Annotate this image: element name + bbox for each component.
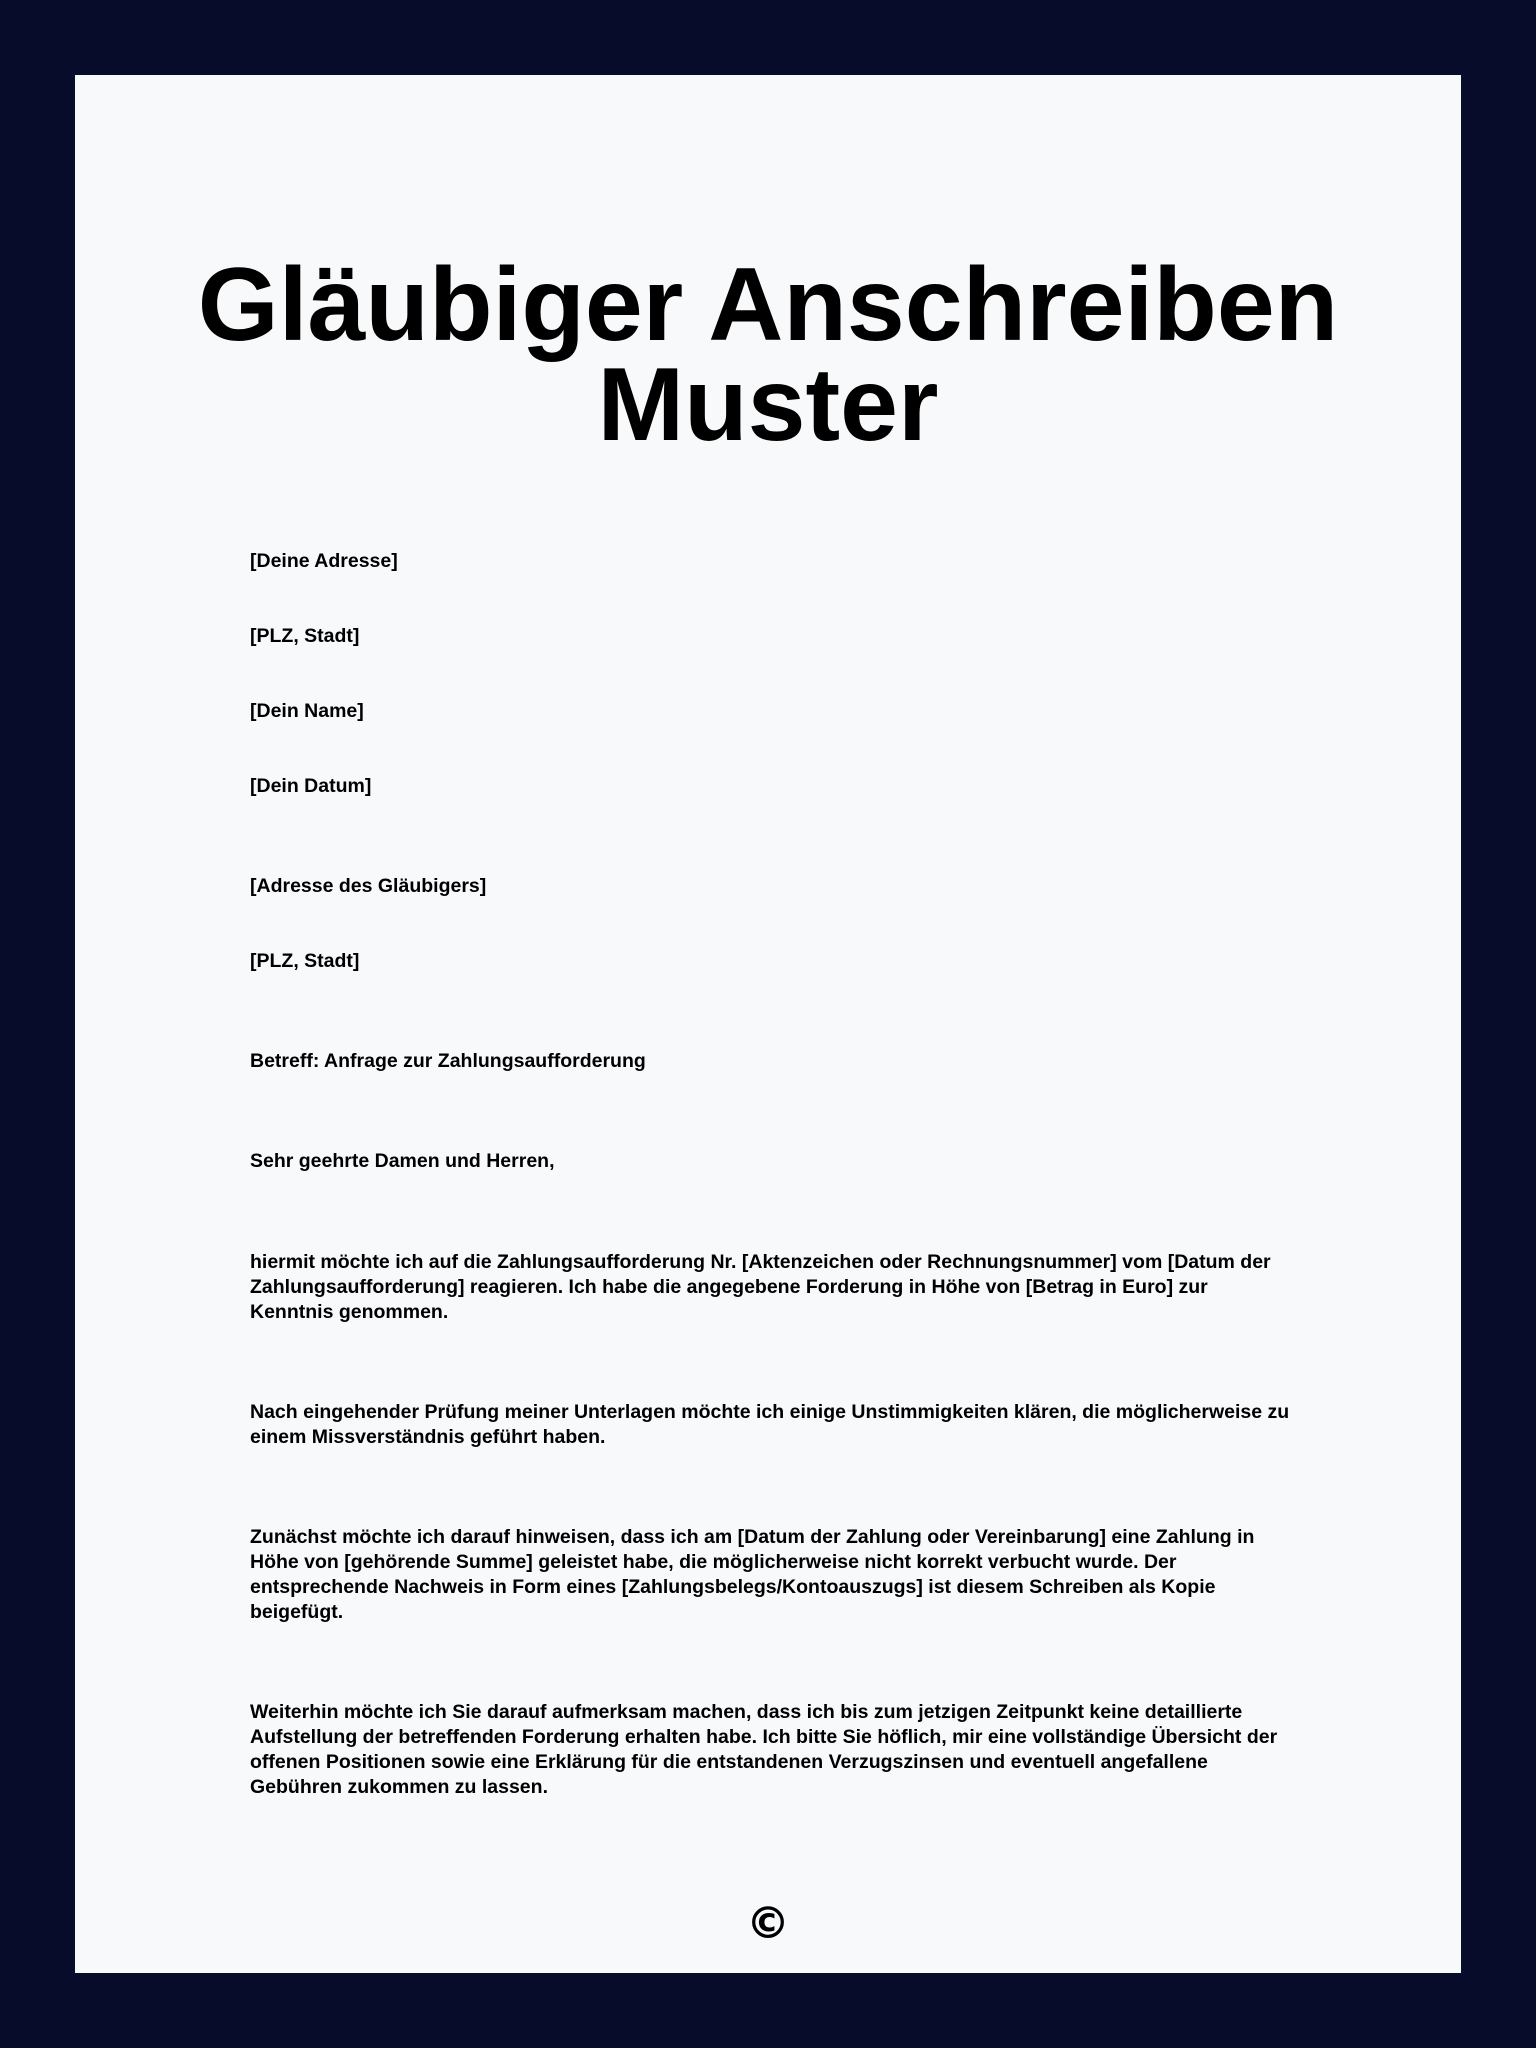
paragraph-3: Zunächst möchte ich darauf hinweisen, dass ich am [Datum der Zahlung oder Vereinbarung] eine Zahlung in Höhe von [gehörende Summe] geleistet habe, die möglicherweise nicht korrekt verbucht wurde. Der entsprechende Nachweis in Form eines [Zahlungsbelegs/Kontoauszugs] ist diesem Schreiben als Kopie beigefügt. — [250, 1526, 1255, 1623]
paragraph-4: Weiterhin möchte ich Sie darauf aufmerksam machen, dass ich bis zum jetzigen Zeitpunkt keine detaillierte Aufstellung der betreffenden Forderung erhalten habe. Ich bitte Sie höflich, mir eine vollständige Übersicht der offenen Positionen sowie eine Erklärung für die entstandenen Verzugszinsen und eventuell angefallene Gebühren zukommen zu lassen. — [250, 1701, 1278, 1798]
sender-address: [Deine Adresse] — [250, 550, 398, 572]
document-page — [75, 75, 1461, 1973]
sender-postal-city: [PLZ, Stadt] — [250, 625, 360, 647]
copyright-icon: © — [746, 1898, 790, 1949]
salutation: Sehr geehrte Damen und Herren, — [250, 1150, 555, 1172]
paragraph-1: hiermit möchte ich auf die Zahlungsaufforderung Nr. [Aktenzeichen oder Rechnungsnummer] vom [Datum der Zahlungsaufforderung] reagieren. Ich habe die angegebene Forderung in Höhe von [Betrag in Euro] zur Kenntnis genommen. — [250, 1251, 1271, 1323]
recipient-postal-city: [PLZ, Stadt] — [250, 950, 360, 972]
sender-date: [Dein Datum] — [250, 775, 372, 797]
sender-name: [Dein Name] — [250, 700, 364, 722]
recipient-address: [Adresse des Gläubigers] — [250, 875, 487, 897]
paragraph-2: Nach eingehender Prüfung meiner Unterlagen möchte ich einige Unstimmigkeiten klären, die möglicherweise zu einem Missverständnis geführt haben. — [250, 1401, 1290, 1448]
page-title: Gläubiger Anschreiben Muster — [197, 247, 1339, 463]
subject-line: Betreff: Anfrage zur Zahlungsaufforderung — [250, 1050, 646, 1072]
